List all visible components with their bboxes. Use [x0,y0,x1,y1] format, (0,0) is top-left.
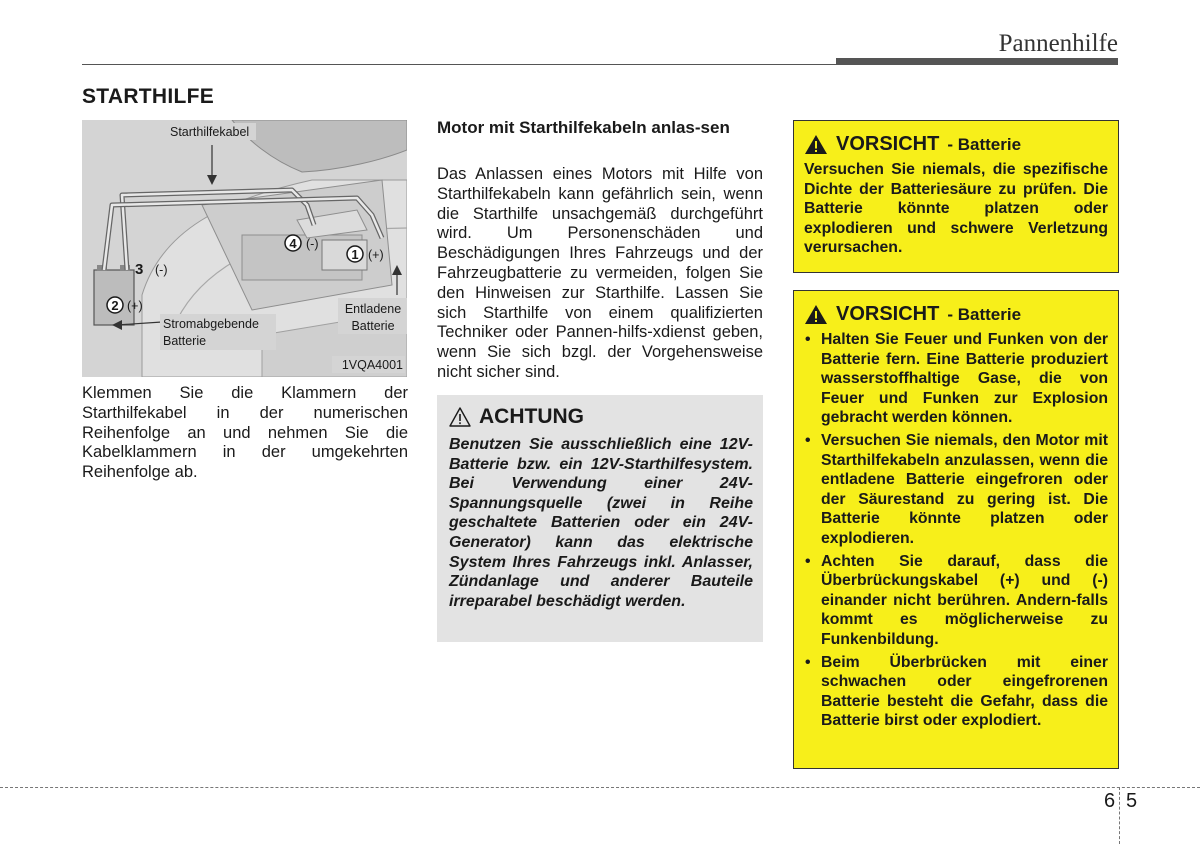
footer-divider [1119,787,1120,844]
caution-heading [804,303,1108,326]
achtung-heading [449,405,753,429]
label-discharged-battery-line2: Batterie [351,319,395,333]
chapter-number: 6 [1104,790,1116,812]
achtung-title: ACHTUNG [479,405,584,428]
label-jumper-cable: Starthilfekabel [170,125,250,139]
achtung-notice-box [437,395,763,642]
caution-bullet: • Halten Sie Feuer und Funken von der Batterie fern. Eine Batterie produziert wasserstoffhaltige Gase, die von Feuer und Funken zur Explosion gebracht werden können. [804,330,1108,428]
caution-title: VORSICHT [836,133,940,155]
running-header-title: Pannenhilfe [998,30,1118,57]
caution-body: Versuchen Sie niemals, die spezifische Dichte der Batteriesäure zu prüfen. Die Batterie könnte platzen oder explodieren und schwere Verletzung verursachen. [804,161,1108,257]
label-source-battery-line2: Batterie [163,334,207,348]
label-discharged-battery-line1: Entladene [344,302,402,316]
engine-bay-drawing [82,120,407,377]
marker-1-polarity: (+) [368,248,384,262]
marker-2-polarity: (+) [127,299,143,313]
jump-start-illustration [82,120,407,377]
marker-3-polarity: (-) [155,263,168,277]
caution-subject: - Batterie [947,304,1022,324]
caution-bullet-list [804,330,1108,731]
figure-code: 1VQA4001 [341,358,403,372]
caution-bullet: • Versuchen Sie niemals, den Motor mit Starthilfekabeln anzulassen, wenn die entladene Batterie eingefroren oder der Säurestand zu gering ist. Die Batterie könnte platzen oder explodieren. [804,431,1108,549]
caution-box-battery-safety [793,290,1119,769]
subsection-heading: Motor mit Starthilfekabeln anlas-sen [437,118,730,137]
caution-box-battery-acid [793,120,1119,273]
caution-subject: - Batterie [947,134,1022,154]
figure-instruction-text: Klemmen Sie die Klammern der Starthilfekabel in der numerischen Reihenfolge an und nehmen Sie die Kabelklammern in der umgekehrten Reihenfolge ab. [82,384,408,482]
jump-start-intro-text: Das Anlassen eines Motors mit Hilfe von Starthilfekabeln kann gefährlich sein, wenn die Starthilfe unsachgemäß durchgeführt wird. Um Personenschäden und Beschädigungen Ihres Fahrzeugs und der Fahrzeugbatterie zu vermeiden, folgen Sie den Hinweisen zur Starthilfe. Lassen Sie sich Starthilfe von einem qualifizierten Techniker oder Pannen-hilfs-xdienst geben, wenn Sie sich bzgl. der Vorgehensweise nicht sicher sind. [437,165,763,381]
marker-1: 1 [351,247,359,262]
marker-4-polarity: (-) [306,237,319,251]
caution-bullet: • Beim Überbrücken mit einer schwachen oder eingefrorenen Batterie besteht die Gefahr, dass die Batterie birst oder explodiert. [804,653,1108,731]
warning-triangle-icon [449,407,471,427]
label-source-battery-line1: Stromabgebende [163,317,259,331]
caution-bullet: • Achten Sie darauf, dass die Überbrückungskabel (+) und (-) einander nicht berühren. Andern-falls kommt es möglicherweise zu Funkenbildung. [804,552,1108,650]
page-number: 5 [1126,790,1138,812]
warning-triangle-icon [804,134,828,155]
caution-title: VORSICHT [836,303,940,325]
caution-heading [804,133,1108,156]
marker-4: 4 [289,236,297,251]
header-rule [82,64,1118,65]
marker-2: 2 [111,298,119,313]
warning-triangle-icon [804,304,828,325]
achtung-body: Benutzen Sie ausschließlich eine 12V-Batterie bzw. ein 12V-Starthilfesystem. Bei Verwendung einer 24V-Spannungsquelle (zwei in Reihe geschaltete Batterien oder ein 24V-Generator) kann das elektrische System Ihres Fahrzeugs inkl. Anlasser, Zündanlage und anderer Bauteile irreparabel beschädigt werden. [449,436,753,610]
marker-3: 3 [135,261,144,278]
footer-rule [0,787,1200,788]
section-title: STARTHILFE [82,85,215,108]
